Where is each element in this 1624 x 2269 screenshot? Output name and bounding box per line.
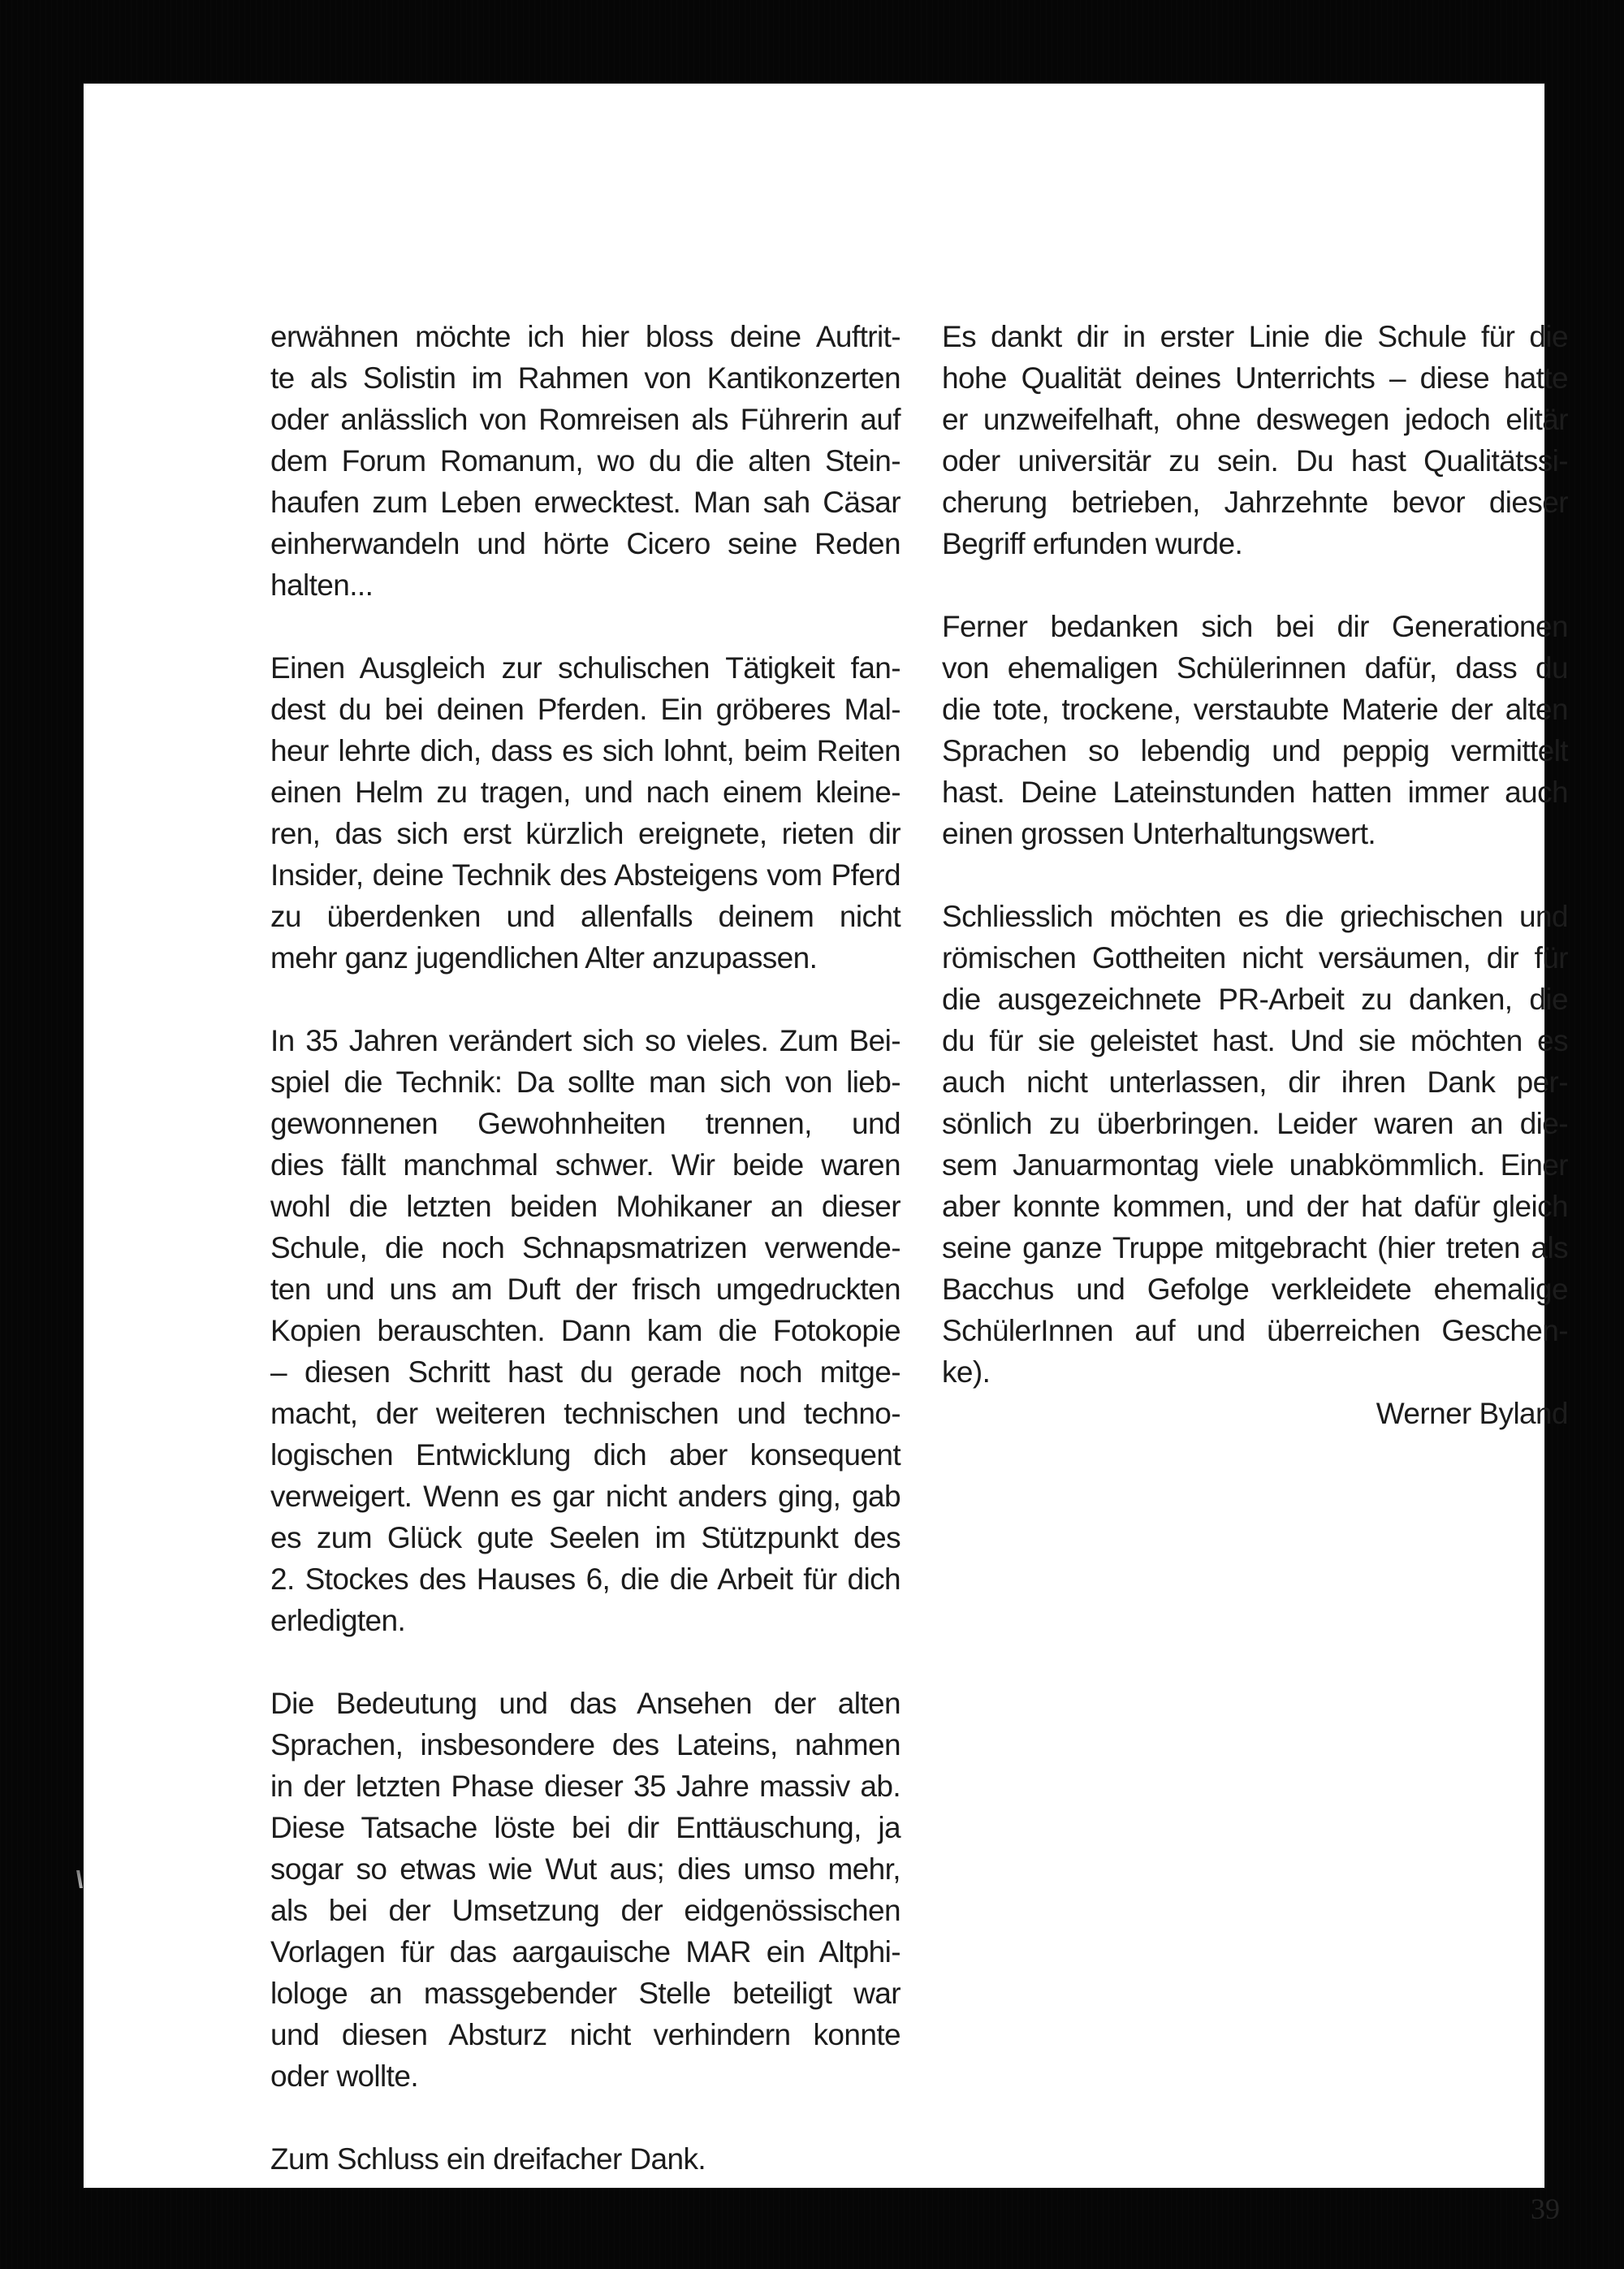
text-line: dem Forum Romanum, wo du die alten Stein- [270,444,901,478]
text-line: macht, der weiteren technischen und techno- [270,1397,901,1430]
text-line: logischen Entwicklung dich aber konsequent [270,1438,901,1472]
text-line: wohl die letzten beiden Mohikaner an dieser [270,1190,901,1223]
text-line: ke). [942,1355,991,1389]
text-line: in der letzten Phase dieser 35 Jahre massiv ab. [270,1770,901,1803]
paragraph-deities-thanks [942,896,1568,1393]
text-line: von ehemaligen Schülerinnen dafür, dass du [942,651,1568,685]
text-line: heur lehrte dich, dass es sich lohnt, beim Reiten [270,734,901,767]
author-signature: Werner Byland [1376,1397,1568,1430]
text-line: erwähnen möchte ich hier bloss deine Auftrit- [270,320,901,353]
text-line: einherwandeln und hörte Cicero seine Reden [270,527,901,560]
text-line: ren, das sich erst kürzlich ereignete, rieten dir [270,817,901,850]
text-line: mehr ganz jugendlichen Alter anzupassen. [270,941,818,975]
text-line: Schliesslich möchten es die griechischen und [942,900,1568,933]
text-line: hohe Qualität deines Unterrichts – diese hatte [942,361,1568,395]
text-line: te als Solistin im Rahmen von Kantikonzerten [270,361,901,395]
text-line: die ausgezeichnete PR-Arbeit zu danken, die [942,983,1568,1016]
page-number: 39 [1531,2193,1560,2225]
paragraph-performances [270,316,901,606]
text-line: ten und uns am Duft der frisch umgedruckten [270,1273,901,1306]
text-line: sönlich zu überbringen. Leider waren an die- [942,1107,1568,1140]
text-line: seine ganze Truppe mitgebracht (hier treten als [942,1231,1568,1264]
text-line: oder universitär zu sein. Du hast Qualitätssi- [942,444,1568,478]
text-line: Die Bedeutung und das Ansehen der alten [270,1687,901,1720]
text-line: einen Helm zu tragen, und nach einem kleine- [270,776,901,809]
text-line: SchülerInnen auf und überreichen Geschen- [942,1314,1568,1347]
text-line: haufen zum Leben erwecktest. Man sah Cäsar [270,486,901,519]
text-line: Begriff erfunden wurde. [942,527,1243,560]
text-line: Es dankt dir in erster Linie die Schule für die [942,320,1568,353]
text-line: verweigert. Wenn es gar nicht anders ging, gab [270,1480,901,1513]
text-line: einen grossen Unterhaltungswert. [942,817,1376,850]
text-line: hast. Deine Lateinstunden hatten immer auch [942,776,1568,809]
text-line: Vorlagen für das aargauische MAR ein Altphi- [270,1935,901,1969]
text-line: Einen Ausgleich zur schulischen Tätigkeit fan- [270,651,901,685]
text-line: Kopien berauschten. Dann kam die Fotokopie [270,1314,901,1347]
text-line: gewonnenen Gewohnheiten trennen, und [270,1107,901,1140]
text-line: dies fällt manchmal schwer. Wir beide waren [270,1148,901,1182]
text-line: römischen Gottheiten nicht versäumen, dir für [942,941,1568,975]
text-line: dest du bei deinen Pferden. Ein gröberes Mal- [270,693,901,726]
text-line: halten... [270,568,374,602]
text-line: spiel die Technik: Da sollte man sich von lieb- [270,1065,901,1099]
text-line: – diesen Schritt hast du gerade noch mitge- [270,1355,901,1389]
text-line: Insider, deine Technik des Absteigens vom Pferd [270,858,901,892]
text-line: Zum Schluss ein dreifacher Dank. [270,2142,706,2176]
text-line: aber konnte kommen, und der hat dafür gleich [942,1190,1568,1223]
text-line: sem Januarmontag viele unabkömmlich. Einer [942,1148,1568,1182]
left-column [270,316,901,2221]
text-line: sogar so etwas wie Wut aus; dies umso mehr, [270,1852,901,1886]
text-line: und diesen Absturz nicht verhindern konnte [270,2018,901,2051]
text-line: es zum Glück gute Seelen im Stützpunkt des [270,1521,901,1554]
text-line: Sprachen so lebendig und peppig vermittelt [942,734,1568,767]
text-line: er unzweifelhaft, ohne deswegen jedoch elitär [942,403,1568,436]
paragraph-technology [270,1020,901,1641]
document-page [84,84,1568,2225]
paragraph-students-thanks [942,606,1568,854]
paragraph-horses [270,647,901,979]
text-line: Diese Tatsache löste bei dir Enttäuschung, ja [270,1811,901,1844]
text-line: die tote, trockene, verstaubte Materie der alten [942,693,1568,726]
paragraph-latin-decline [270,1683,901,2097]
text-line: oder wollte. [270,2059,419,2093]
paragraph-closing [270,2138,901,2180]
text-line: du für sie geleistet hast. Und sie möchten es [942,1024,1568,1057]
right-column [942,316,1568,1434]
text-line: In 35 Jahren verändert sich so vieles. Zum Bei- [270,1024,901,1057]
paragraph-school-thanks [942,316,1568,564]
text-line: auch nicht unterlassen, dir ihren Dank per- [942,1065,1568,1099]
text-line: zu überdenken und allenfalls deinem nicht [270,900,901,933]
text-line: erledigten. [270,1604,406,1637]
text-line: cherung betrieben, Jahrzehnte bevor dieser [942,486,1568,519]
text-line: Sprachen, insbesondere des Lateins, nahmen [270,1728,901,1761]
text-line: Bacchus und Gefolge verkleidete ehemalige [942,1273,1568,1306]
text-line: Schule, die noch Schnapsmatrizen verwende- [270,1231,901,1264]
text-line: Ferner bedanken sich bei dir Generationen [942,610,1568,643]
text-line: oder anlässlich von Romreisen als Führerin auf [270,403,901,436]
text-line: als bei der Umsetzung der eidgenössischen [270,1894,901,1927]
text-line: lologe an massgebender Stelle beteiligt war [270,1977,901,2010]
text-line: 2. Stockes des Hauses 6, die die Arbeit für dich [270,1562,901,1596]
